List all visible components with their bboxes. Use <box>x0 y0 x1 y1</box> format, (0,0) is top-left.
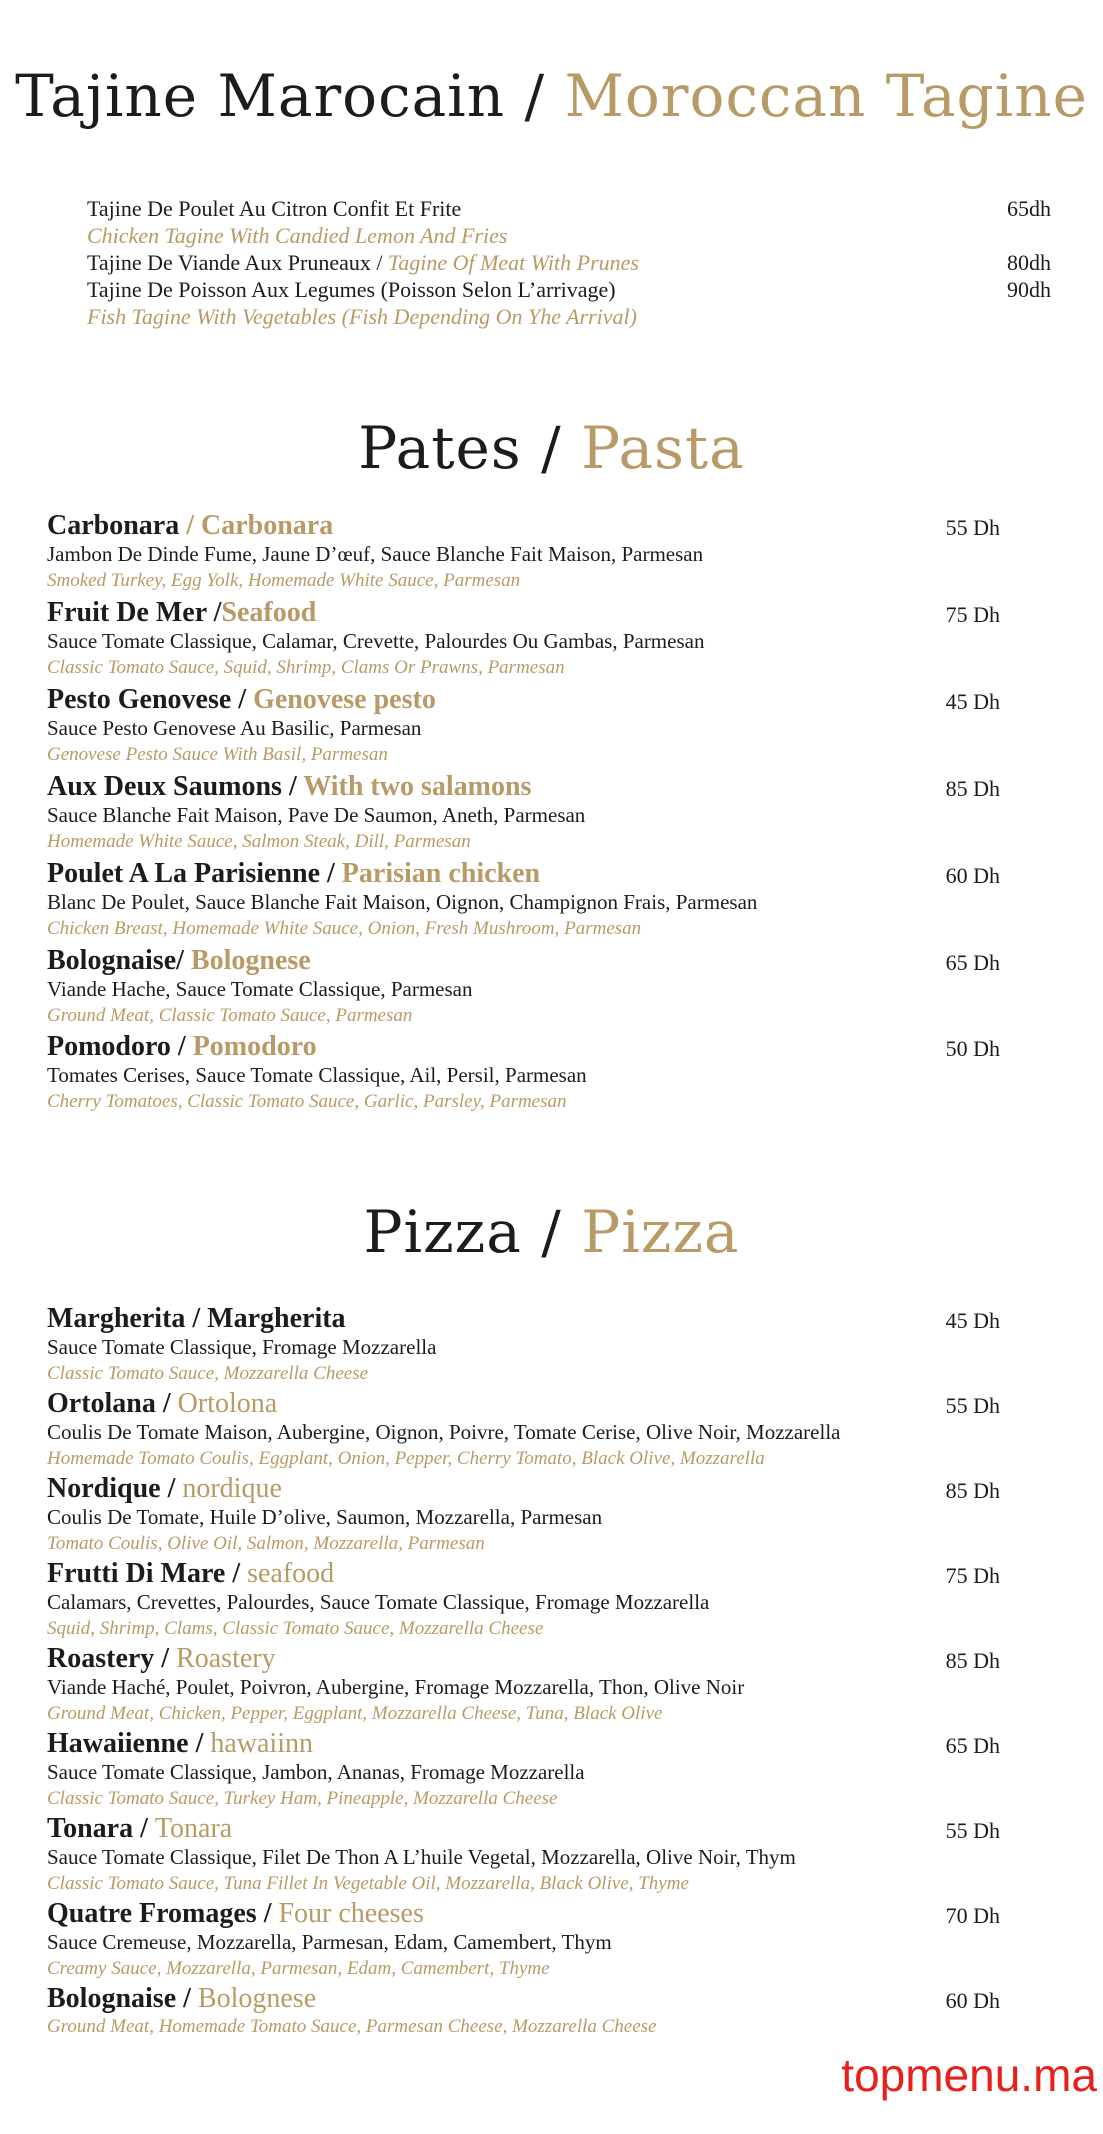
tajine-item-3-fr: Tajine De Poisson Aux Legumes (Poisson Selon L’arrivage) <box>87 277 616 302</box>
item-desc-en: Genovese Pesto Sauce With Basil, Parmesan <box>47 744 388 765</box>
item-desc-en: Chicken Breast, Homemade White Sauce, Onion, Fresh Mushroom, Parmesan <box>47 918 642 939</box>
item-name-sep: / <box>213 597 222 628</box>
item-desc-fr: Sauce Pesto Genovese Au Basilic, Parmesan <box>47 716 422 740</box>
item-desc-en: Creamy Sauce, Mozzarella, Parmesan, Edam, Camembert, Thyme <box>47 1958 550 1979</box>
item-name-sep: / <box>176 945 184 976</box>
item-name-sep: / <box>195 1728 204 1759</box>
item-desc-fr: Sauce Blanche Fait Maison, Pave De Saumon, Aneth, Parmesan <box>47 803 586 827</box>
pizza-item <box>47 1304 1047 1387</box>
item-price: 85 Dh <box>945 776 1000 801</box>
pasta-item <box>47 685 1047 768</box>
item-name-en: Parisian chicken <box>341 858 541 889</box>
item-desc-en: Homemade White Sauce, Salmon Steak, Dill, Parmesan <box>47 831 471 852</box>
item-desc-en: Classic Tomato Sauce, Squid, Shrimp, Clams Or Prawns, Parmesan <box>47 657 565 678</box>
item-name-fr: Frutti Di Mare <box>47 1558 226 1589</box>
item-desc-fr: Viande Haché, Poulet, Poivron, Aubergine, Fromage Mozzarella, Thon, Olive Noir <box>47 1675 745 1699</box>
item-price: 70 Dh <box>945 1903 1000 1928</box>
item-desc-en: Ground Meat, Classic Tomato Sauce, Parmesan <box>47 1005 413 1026</box>
item-desc-fr: Tomates Cerises, Sauce Tomate Classique, Ail, Persil, Parmesan <box>47 1063 587 1087</box>
item-desc-en: Squid, Shrimp, Clams, Classic Tomato Sauce, Mozzarella Cheese <box>47 1618 544 1639</box>
item-name-en: Bolognese <box>190 945 311 976</box>
item-price: 55 Dh <box>945 515 1000 540</box>
pasta-item <box>47 1032 1047 1115</box>
pizza-item <box>47 1474 1047 1557</box>
item-name-fr: Bolognaise <box>47 1983 177 2014</box>
item-name-sep: / <box>177 1031 186 1062</box>
pizza-item <box>47 1814 1047 1897</box>
item-price: 50 Dh <box>945 1036 1000 1061</box>
item-desc-fr: Sauce Tomate Classique, Jambon, Ananas, Fromage Mozzarella <box>47 1760 585 1784</box>
item-price: 75 Dh <box>945 1563 1000 1588</box>
item-desc-en: Tomato Coulis, Olive Oil, Salmon, Mozzarella, Parmesan <box>47 1533 485 1554</box>
item-name-sep: / <box>167 1473 176 1504</box>
item-name-en: Pomodoro <box>192 1031 317 1062</box>
item-name-sep: / <box>183 1983 191 2014</box>
tajine-item-2-price: 80dh <box>1007 250 1051 275</box>
item-name-en: Roastery <box>176 1643 276 1674</box>
item-desc-en: Homemade Tomato Coulis, Eggplant, Onion, Pepper, Cherry Tomato, Black Olive, Mozzarella <box>47 1448 765 1469</box>
item-name-fr: Hawaiienne <box>47 1728 189 1759</box>
item-name-sep: / <box>327 858 335 889</box>
pasta-item <box>47 859 1047 942</box>
item-name-fr: Fruit De Mer <box>47 597 207 628</box>
pizza-item <box>47 1644 1047 1727</box>
item-name-en: Four cheeses <box>278 1898 424 1929</box>
section-title-separator: / <box>541 414 562 482</box>
item-desc-fr: Sauce Cremeuse, Mozzarella, Parmesan, Edam, Camembert, Thym <box>47 1930 612 1954</box>
item-price: 60 Dh <box>945 863 1000 888</box>
tajine-item-1-en: Chicken Tagine With Candied Lemon And Fries <box>87 223 508 248</box>
tajine-item-1-fr: Tajine De Poulet Au Citron Confit Et Frite <box>87 196 462 221</box>
item-name-en: Bolognese <box>197 1983 317 2014</box>
item-name-en: Genovese pesto <box>253 684 436 715</box>
item-desc-en: Classic Tomato Sauce, Turkey Ham, Pineapple, Mozzarella Cheese <box>47 1788 558 1809</box>
item-name-fr: Carbonara <box>47 510 180 541</box>
tajine-item-3-price: 90dh <box>1007 277 1051 302</box>
item-desc-en: Ground Meat, Chicken, Pepper, Eggplant, Mozzarella Cheese, Tuna, Black Olive <box>47 1703 663 1724</box>
item-name-fr: Pomodoro <box>47 1031 171 1062</box>
pizza-item <box>47 1899 1047 1982</box>
item-name-fr: Quatre Fromages <box>47 1898 257 1929</box>
pasta-item <box>47 598 1047 681</box>
section-title-separator: / <box>541 1198 562 1266</box>
pizza-item <box>47 1729 1047 1812</box>
item-name-sep: / <box>140 1813 148 1844</box>
section-title-separator: / <box>524 62 546 130</box>
section-title-fr: Pates <box>358 414 522 482</box>
tajine-item-2-fr: Tajine De Viande Aux Pruneaux / <box>87 250 383 275</box>
item-name-sep: / <box>232 1558 241 1589</box>
pasta-item <box>47 772 1047 855</box>
item-name-en: Carbonara <box>201 510 334 541</box>
item-desc-en: Classic Tomato Sauce, Mozzarella Cheese <box>47 1363 369 1384</box>
item-name-sep: / <box>162 1388 171 1419</box>
item-name-fr: Tonara <box>47 1813 134 1844</box>
item-price: 75 Dh <box>945 602 1000 627</box>
item-name-sep: / <box>288 771 297 802</box>
item-name-fr: Pesto Genovese <box>47 684 232 715</box>
item-name-fr: Nordique <box>47 1473 161 1504</box>
item-desc-fr: Calamars, Crevettes, Palourdes, Sauce Tomate Classique, Fromage Mozzarella <box>47 1590 710 1614</box>
section-title-en: Moroccan Tagine <box>564 62 1088 130</box>
item-price: 55 Dh <box>945 1818 1000 1843</box>
tajine-item-3-en: Fish Tagine With Vegetables (Fish Depending On Yhe Arrival) <box>87 304 637 329</box>
item-name-en: hawaiinn <box>210 1728 313 1759</box>
item-desc-fr: Sauce Tomate Classique, Fromage Mozzarella <box>47 1335 437 1359</box>
pizza-item <box>47 1559 1047 1642</box>
section-title-en: Pasta <box>581 414 745 482</box>
item-desc-fr: Sauce Tomate Classique, Filet De Thon A L’huile Vegetal, Mozzarella, Olive Noir, Thym <box>47 1845 796 1869</box>
item-desc-fr: Coulis De Tomate Maison, Aubergine, Oignon, Poivre, Tomate Cerise, Olive Noir, Mozzarella <box>47 1420 841 1444</box>
pasta-item <box>47 946 1047 1029</box>
section-title-fr: Pizza <box>363 1198 522 1266</box>
item-price: 45 Dh <box>945 689 1000 714</box>
item-desc-fr: Sauce Tomate Classique, Calamar, Crevette, Palourdes Ou Gambas, Parmesan <box>47 629 705 653</box>
item-desc-en: Smoked Turkey, Egg Yolk, Homemade White Sauce, Parmesan <box>47 570 521 591</box>
item-price: 65 Dh <box>945 950 1000 975</box>
section-title-en: Pizza <box>581 1198 740 1266</box>
item-name-fr: Margherita <box>47 1303 186 1334</box>
item-name-sep: / <box>238 684 247 715</box>
tajine-item-1-price: 65dh <box>1007 196 1051 221</box>
section-title-pasta <box>0 414 1103 482</box>
item-name-sep: / <box>186 510 195 541</box>
item-name-fr: Poulet A La Parisienne <box>47 858 320 889</box>
item-name-fr: Ortolana <box>47 1388 156 1419</box>
item-name-en: Ortolona <box>177 1388 278 1419</box>
tajine-item-2 <box>87 250 639 276</box>
item-name-en: seafood <box>247 1558 335 1589</box>
section-title-pizza <box>0 1198 1103 1266</box>
item-price: 45 Dh <box>945 1308 1000 1333</box>
item-name-fr: Roastery <box>47 1643 155 1674</box>
item-desc-fr: Jambon De Dinde Fume, Jaune D’œuf, Sauce Blanche Fait Maison, Parmesan <box>47 542 704 566</box>
item-name-en: Margherita <box>207 1303 346 1334</box>
item-price: 85 Dh <box>945 1648 1000 1673</box>
pizza-item <box>47 1389 1047 1472</box>
item-name-fr: Aux Deux Saumons <box>47 771 282 802</box>
item-desc-en: Classic Tomato Sauce, Tuna Fillet In Vegetable Oil, Mozzarella, Black Olive, Thyme <box>47 1873 689 1894</box>
tajine-item-2-en: Tagine Of Meat With Prunes <box>388 250 639 275</box>
item-desc-fr: Coulis De Tomate, Huile D’olive, Saumon, Mozzarella, Parmesan <box>47 1505 603 1529</box>
item-price: 85 Dh <box>945 1478 1000 1503</box>
item-desc-en: Cherry Tomatoes, Classic Tomato Sauce, Garlic, Parsley, Parmesan <box>47 1091 567 1112</box>
item-price: 60 Dh <box>945 1988 1000 2013</box>
pasta-item <box>47 511 1047 594</box>
item-name-sep: / <box>263 1898 272 1929</box>
item-name-sep: / <box>161 1643 170 1674</box>
item-desc-fr: Viande Hache, Sauce Tomate Classique, Parmesan <box>47 977 473 1001</box>
item-name-en: Seafood <box>221 597 317 628</box>
item-name-en: Tonara <box>154 1813 233 1844</box>
item-desc-en: Ground Meat, Homemade Tomato Sauce, Parmesan Cheese, Mozzarella Cheese <box>47 2016 657 2037</box>
section-title-fr: Tajine Marocain <box>15 62 506 130</box>
item-price: 65 Dh <box>945 1733 1000 1758</box>
item-price: 55 Dh <box>945 1393 1000 1418</box>
item-desc-fr: Blanc De Poulet, Sauce Blanche Fait Maison, Oignon, Champignon Frais, Parmesan <box>47 890 758 914</box>
item-name-sep: / <box>192 1303 201 1334</box>
item-name-en: With two salamons <box>303 771 532 802</box>
item-name-fr: Bolognaise <box>47 945 177 976</box>
section-title-tajine <box>0 62 1103 130</box>
pizza-item <box>47 1984 1047 2040</box>
watermark: topmenu.ma <box>841 2049 1097 2101</box>
item-name-en: nordique <box>182 1473 282 1504</box>
